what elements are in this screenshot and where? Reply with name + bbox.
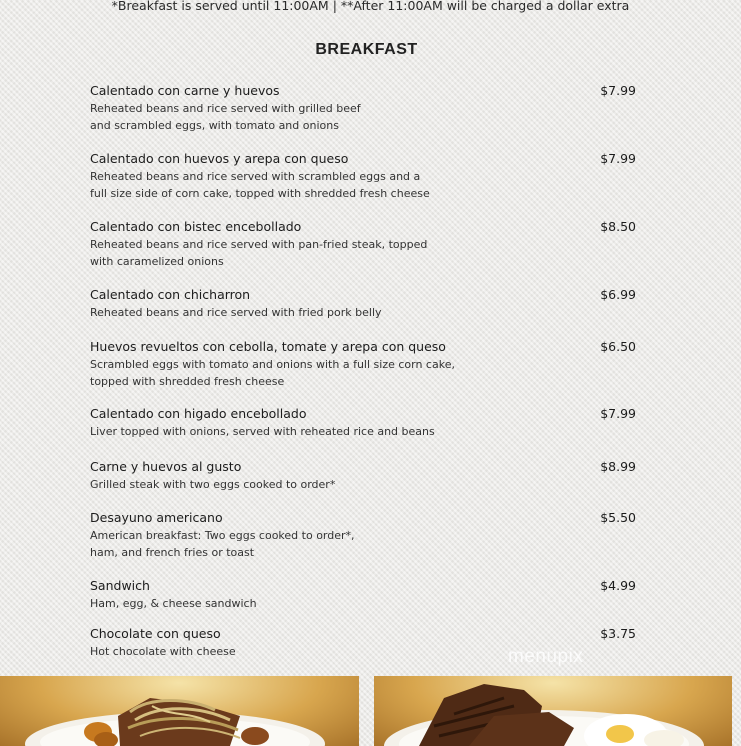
menu-item-price: $6.50 [600,339,636,354]
menu-item-price: $4.99 [600,578,636,593]
menu-item-description: Reheated beans and rice served with fried pork belly [90,306,382,319]
menu-item-name: Chocolate con queso [90,626,221,641]
menu-item-description: Reheated beans and rice served with pan-fried steak, topped with caramelized onions [90,238,428,268]
menu-item-name: Huevos revueltos con cebolla, tomate y arepa con queso [90,339,446,354]
menu-item [90,578,636,612]
menu-item [90,339,636,390]
menu-item [90,219,636,270]
menu-item-price: $7.99 [600,83,636,98]
watermark: menupix [508,646,584,667]
menu-item-price: $3.75 [600,626,636,641]
menu-item-name: Calentado con chicharron [90,287,251,302]
menu-item-description: American breakfast: Two eggs cooked to order*, ham, and french fries or toast [90,529,355,559]
menu-item-description: Grilled steak with two eggs cooked to order* [90,478,336,491]
food-photo-steak-onions [0,676,359,746]
menu-item-name: Calentado con higado encebollado [90,406,307,421]
menu-item-name: Carne y huevos al gusto [90,459,242,474]
menu-item-name: Calentado con carne y huevos [90,83,280,98]
menu-item [90,510,636,561]
menu-item [90,406,636,440]
menu-item-description: Scrambled eggs with tomato and onions with a full size corn cake, topped with shredded fresh cheese [90,358,455,388]
menu-item-price: $7.99 [600,151,636,166]
menu-item-price: $8.50 [600,219,636,234]
menu-item-description: Ham, egg, & cheese sandwich [90,597,257,610]
menu-item-name: Sandwich [90,578,150,593]
menu-item-description: Hot chocolate with cheese [90,645,236,658]
food-photo-grilled-steak [374,676,732,746]
menu-item-name: Calentado con huevos y arepa con queso [90,151,349,166]
menu-item [90,287,636,321]
breakfast-hours-notice: *Breakfast is served until 11:00AM | **After 11:00AM will be charged a dollar extra [111,0,630,13]
menu-item [90,151,636,202]
menu-item [90,83,636,134]
menu-item-price: $8.99 [600,459,636,474]
menu-item-description: Reheated beans and rice served with grilled beef and scrambled eggs, with tomato and onions [90,102,361,132]
menu-item-description: Reheated beans and rice served with scrambled eggs and a full size side of corn cake, topped with shredded fresh cheese [90,170,430,200]
menu-item-price: $6.99 [600,287,636,302]
section-title: BREAKFAST [315,41,418,58]
menu-item-name: Calentado con bistec encebollado [90,219,302,234]
menu-item-price: $7.99 [600,406,636,421]
menu-item-description: Liver topped with onions, served with reheated rice and beans [90,425,435,438]
menu-item [90,459,636,493]
menu-item-price: $5.50 [600,510,636,525]
menu-item-name: Desayuno americano [90,510,223,525]
